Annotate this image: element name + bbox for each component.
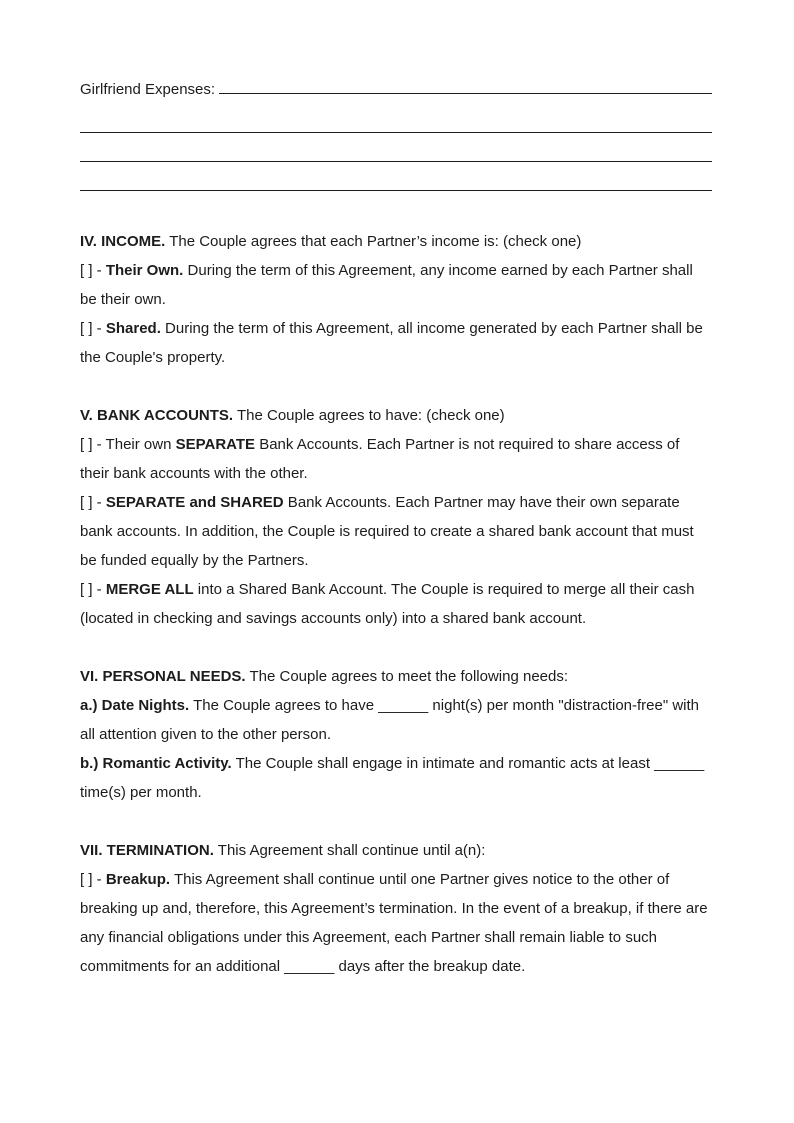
termination-option-breakup bbox=[80, 865, 712, 981]
bank-accounts-section bbox=[80, 401, 712, 633]
needs-heading: VI. PERSONAL NEEDS. bbox=[80, 668, 246, 685]
bank-option-separate bbox=[80, 430, 712, 488]
income-option-shared bbox=[80, 314, 712, 372]
needs-intro: The Couple agrees to meet the following needs: bbox=[245, 668, 569, 685]
bank-option-separate-shared-text: Bank Accounts. Each Partner may have their own separate bank accounts. In addition, the Couple is required to create a shared bank account that must be funded equally by the Partners. bbox=[80, 494, 694, 569]
bank-option-separate-title: SEPARATE bbox=[175, 436, 256, 453]
bank-heading-line bbox=[80, 401, 712, 430]
income-option-shared-text: During the term of this Agreement, all income generated by each Partner shall be the Couple's property. bbox=[80, 320, 703, 366]
checkbox-breakup[interactable]: [ ] - bbox=[80, 871, 106, 888]
income-option-shared-title: Shared. bbox=[105, 320, 161, 337]
checkbox-own[interactable]: [ ] - bbox=[80, 262, 106, 279]
bank-option-merge-text: into a Shared Bank Account. The Couple is required to merge all their cash (located in checking and savings accounts only) into a shared bank account. bbox=[80, 581, 695, 627]
bank-option-merge-title: MERGE ALL bbox=[105, 581, 194, 598]
bank-option-separate-shared bbox=[80, 488, 712, 575]
income-heading: IV. INCOME. bbox=[80, 233, 166, 250]
income-option-own-text: During the term of this Agreement, any income earned by each Partner shall be their own. bbox=[80, 262, 693, 308]
checkbox-shared[interactable]: [ ] - bbox=[80, 320, 106, 337]
bank-heading: V. BANK ACCOUNTS. bbox=[80, 407, 234, 424]
girlfriend-expenses-row bbox=[80, 75, 712, 104]
bank-option-merge bbox=[80, 575, 712, 633]
checkbox-separate-shared[interactable]: [ ] - bbox=[80, 494, 106, 511]
checkbox-merge[interactable]: [ ] - bbox=[80, 581, 106, 598]
agreement-page bbox=[80, 75, 712, 981]
termination-intro: This Agreement shall continue until a(n): bbox=[213, 842, 486, 859]
needs-romantic-activity bbox=[80, 749, 712, 807]
income-intro: The Couple agrees that each Partner’s income is: (check one) bbox=[165, 233, 582, 250]
expenses-blank-line[interactable] bbox=[80, 144, 712, 162]
expenses-blank-line[interactable] bbox=[80, 173, 712, 191]
termination-heading: VII. TERMINATION. bbox=[80, 842, 214, 859]
income-section bbox=[80, 227, 712, 372]
needs-romantic-activity-text: The Couple shall engage in intimate and romantic acts at least ______ time(s) per month. bbox=[80, 755, 705, 801]
income-heading-line bbox=[80, 227, 712, 256]
needs-date-nights-title: a.) Date Nights. bbox=[80, 697, 190, 714]
bank-intro: The Couple agrees to have: (check one) bbox=[233, 407, 505, 424]
termination-option-breakup-title: Breakup. bbox=[105, 871, 171, 888]
personal-needs-section bbox=[80, 662, 712, 807]
girlfriend-expenses-blank[interactable] bbox=[219, 76, 712, 94]
needs-date-nights-text: The Couple agrees to have ______ night(s) per month "distraction-free" with all attention given to the other person. bbox=[80, 697, 700, 743]
bank-option-separate-text: Bank Accounts. Each Partner is not required to share access of their bank accounts with the other. bbox=[80, 436, 680, 482]
income-option-own bbox=[80, 256, 712, 314]
termination-heading-line bbox=[80, 836, 712, 865]
needs-date-nights bbox=[80, 691, 712, 749]
needs-romantic-activity-title: b.) Romantic Activity. bbox=[80, 755, 232, 772]
income-option-own-title: Their Own. bbox=[105, 262, 184, 279]
girlfriend-expenses-label: Girlfriend Expenses: bbox=[80, 81, 216, 98]
termination-option-breakup-text: This Agreement shall continue until one Partner gives notice to the other of breaking up and, therefore, this Agreement’s termination. In the event of a breakup, if there are any financial obligations under this Agreement, each Partner shall remain liable to such commitments for an additional ______ days after the breakup date. bbox=[80, 871, 708, 975]
expenses-blank-line[interactable] bbox=[80, 115, 712, 133]
needs-heading-line bbox=[80, 662, 712, 691]
bank-option-separate-shared-title: SEPARATE and SHARED bbox=[105, 494, 284, 511]
termination-section bbox=[80, 836, 712, 981]
checkbox-separate[interactable]: [ ] - Their own bbox=[80, 436, 176, 453]
